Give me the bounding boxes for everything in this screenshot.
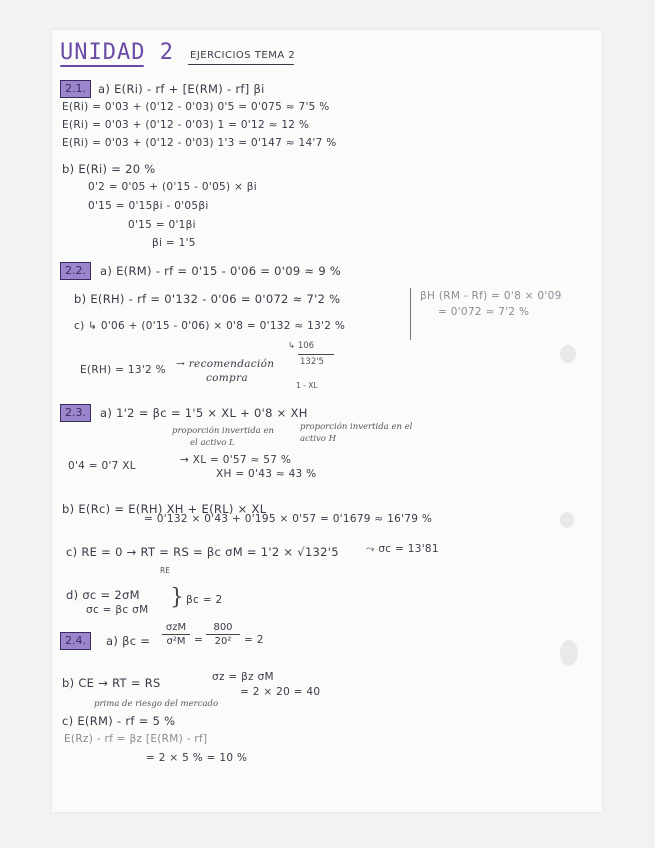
ex24-fraction-1-numerator: σzM xyxy=(165,622,187,633)
paper-smudge xyxy=(560,640,578,666)
ex24-fraction-2-denominator: 20² xyxy=(214,636,232,647)
fraction-bar xyxy=(162,634,190,635)
equals-sign: = xyxy=(194,634,204,646)
ex22-expected-return: E(RH) = 13'2 % xyxy=(80,364,166,376)
unit-title: UNIDAD 2 xyxy=(60,40,174,65)
ex22-c-line: c) ↳ 0'06 + (0'15 - 0'06) × 0'8 = 0'132 ≈ 13'2 % xyxy=(74,320,346,332)
ex21-b-step-2: 0'15 = 0'15βi - 0'05βi xyxy=(88,200,209,212)
ex22-a-line: a) E(RM) - rf = 0'15 - 0'06 = 0'09 ≈ 9 % xyxy=(100,264,342,278)
exercise-tag-2-2: 2.2. xyxy=(60,262,91,280)
ex23-note-xl-2: el activo L xyxy=(190,438,235,448)
ex24-b-rhs: σz = βz σM xyxy=(212,671,274,683)
fraction-bar xyxy=(206,634,240,635)
ex24-fraction-2-numerator: 800 xyxy=(213,622,233,633)
ex24-a-result: = 2 xyxy=(244,634,264,646)
ex21-formula: a) E(Ri) - rf + [E(RM) - rf] βi xyxy=(98,82,265,96)
side-divider xyxy=(410,288,411,340)
ex23-d-result: βc = 2 xyxy=(186,594,223,606)
ex23-brace: } xyxy=(170,585,184,610)
exercise-tag-2-4: 2.4. xyxy=(60,632,91,650)
paper-smudge xyxy=(560,512,574,528)
ex22-side-calc-2: = 0'072 ≈ 7'2 % xyxy=(438,306,530,318)
ex24-c-formula: E(Rz) - rf = βz [E(RM) - rf] xyxy=(64,733,208,745)
ex23-d-line-1: d) σc = 2σM xyxy=(66,588,140,602)
ex23-note-xl-1: proporción invertida en xyxy=(172,426,274,436)
exercise-tag-2-1: 2.1. xyxy=(60,80,91,98)
ex23-c-sub: RE xyxy=(160,566,170,575)
ex21-line-2: E(Ri) = 0'03 + (0'12 - 0'03) 1 = 0'12 ≈ 12 % xyxy=(62,119,310,131)
ex24-c-line: c) E(RM) - rf = 5 % xyxy=(62,714,176,728)
ex24-a-line: a) βc = xyxy=(106,634,151,648)
ex23-c-result: ⤳ σc = 13'81 xyxy=(366,543,439,555)
ex21-b-step-3: 0'15 = 0'1βi xyxy=(128,219,196,231)
ex23-b-result: = 0'132 × 0'43 + 0'195 × 0'57 = 0'1679 ≈ 16'79 % xyxy=(144,513,433,525)
unit-title-underline xyxy=(60,65,144,67)
ex21-b-step-1: 0'2 = 0'05 + (0'15 - 0'05) × βi xyxy=(88,181,258,193)
ex24-fraction-1-denominator: σ²M xyxy=(166,636,186,647)
ex22-recommendation: → recomendación xyxy=(176,358,275,370)
ex21-b-statement: b) E(Ri) = 20 % xyxy=(62,162,156,176)
ex22-side-calc-1: βH (RM - Rf) = 0'8 × 0'09 xyxy=(420,290,562,302)
ex24-b-line: b) CE → RT = RS xyxy=(62,676,161,690)
ex23-equation: 0'4 = 0'7 XL xyxy=(68,460,136,472)
paper-smudge xyxy=(560,345,576,363)
ex23-note-xh-1: proporción invertida en el xyxy=(300,422,413,432)
exercises-subtitle: EJERCICIOS TEMA 2 xyxy=(190,50,296,61)
ex21-line-3: E(Ri) = 0'03 + (0'12 - 0'03) 1'3 = 0'147 ≈ 14'7 % xyxy=(62,137,337,149)
ex23-b-line: b) E(Rc) = E(RH) XH + E(RL) × XL xyxy=(62,502,267,516)
ex21-line-1: E(Ri) = 0'03 + (0'12 - 0'03) 0'5 = 0'075 ≈ 7'5 % xyxy=(62,101,330,113)
ex24-margin-note: prima de riesgo del mercado xyxy=(94,699,219,709)
ex23-d-line-2: σc = βc σM xyxy=(86,604,149,616)
ex22-recommendation-buy: compra xyxy=(206,372,248,384)
ex23-a-line: a) 1'2 = βc = 1'5 × XL + 0'8 × XH xyxy=(100,406,308,420)
ex24-fraction-2 xyxy=(206,622,240,647)
ex23-over-xh: 1 - XL xyxy=(296,381,318,390)
ex23-c-line: c) RE = 0 → RT = RS = βc σM = 1'2 × √132'5 xyxy=(66,545,339,559)
ex22-note-bottom: 132'5 xyxy=(300,357,324,367)
ex23-xl-result: → XL = 0'57 ≈ 57 % xyxy=(180,454,292,466)
exercise-tag-2-3: 2.3. xyxy=(60,404,91,422)
subtitle-underline xyxy=(188,64,294,65)
ex21-b-result: βi = 1'5 xyxy=(152,237,196,249)
ex24-fraction-1 xyxy=(162,622,190,647)
ex22-note-top: ↳ 106 xyxy=(288,341,315,351)
ex23-note-xh-2: activo H xyxy=(300,434,336,444)
ex23-xh-result: XH = 0'43 ≈ 43 % xyxy=(216,468,317,480)
ex24-b-result: = 2 × 20 = 40 xyxy=(240,686,321,698)
ex22-note-bar xyxy=(298,354,334,355)
ex24-c-result: = 2 × 5 % = 10 % xyxy=(146,752,248,764)
ex22-b-line: b) E(RH) - rf = 0'132 - 0'06 = 0'072 ≈ 7'2 % xyxy=(74,292,341,306)
